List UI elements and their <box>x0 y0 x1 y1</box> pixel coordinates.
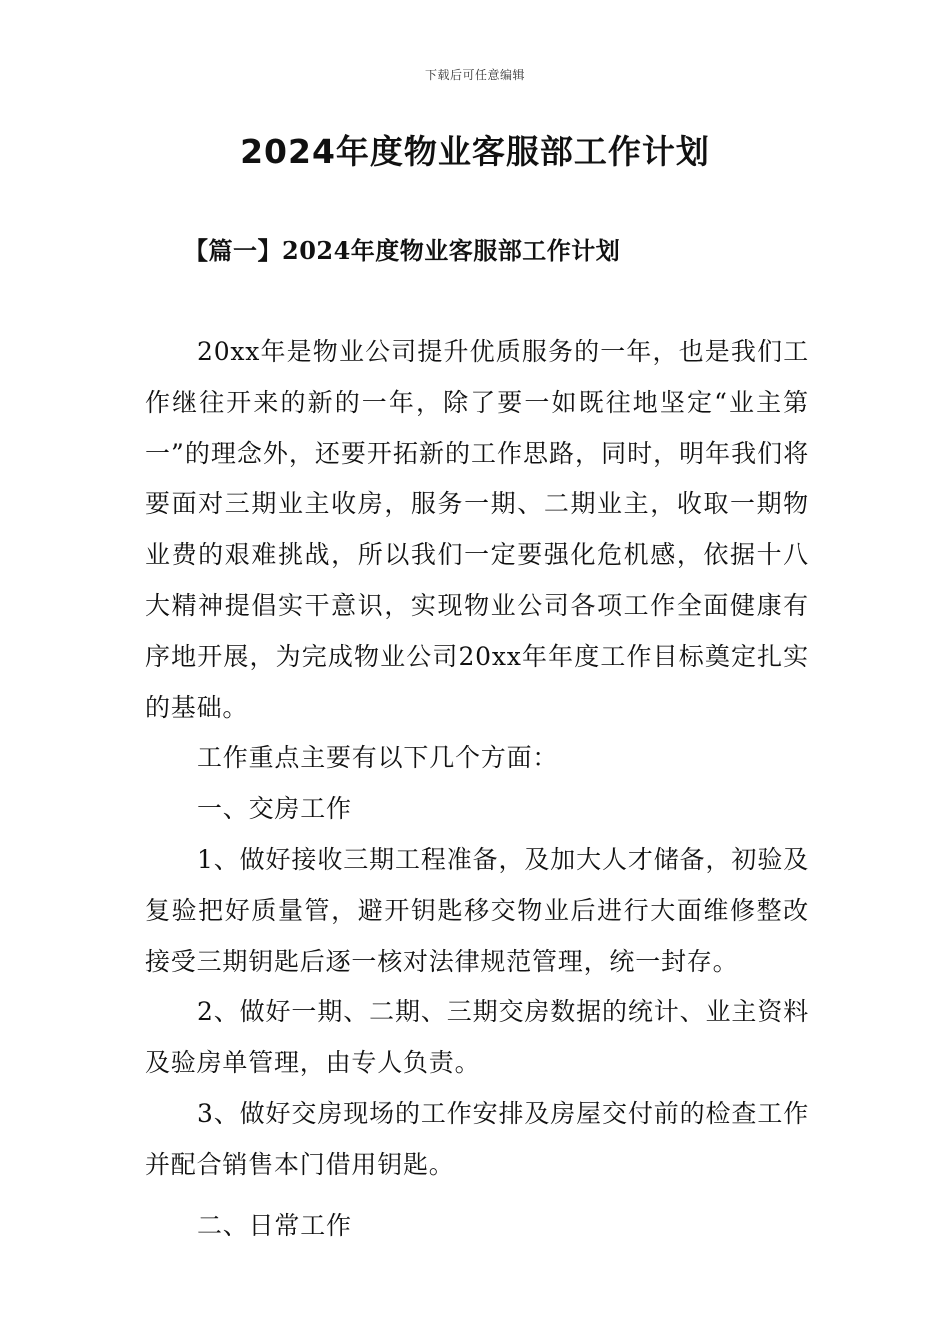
paragraph-item-1: 1、做好接收三期工程准备，及加大人才储备，初验及复验把好质量管，避开钥匙移交物业后进行大面维修整改接受三期钥匙后逐一核对法律规范管理，统一封存。 <box>145 844 809 976</box>
document-body <box>145 327 809 1251</box>
paragraph-intro: 20xx年是物业公司提升优质服务的一年，也是我们工作继往开来的新的一年，除了要一如既往地坚定“业主第一”的理念外，还要开拓新的工作思路，同时，明年我们将要面对三期业主收房，服务一期、二期业主，收取一期物业费的艰难挑战，所以我们一定要强化危机感，依据十八大精神提倡实干意识，实现物业公司各项工作全面健康有序地开展，为完成物业公司20xx年年度工作目标奠定扎实的基础。 <box>145 337 809 722</box>
paragraph-item-2: 2、做好一期、二期、三期交房数据的统计、业主资料及验房单管理，由专人负责。 <box>145 997 809 1078</box>
paragraph-focus-intro: 工作重点主要有以下几个方面： <box>197 743 559 773</box>
paragraph-item-3: 3、做好交房现场的工作安排及房屋交付前的检查工作并配合销售本门借用钥匙。 <box>145 1098 809 1179</box>
document-title: 2024年度物业客服部工作计划 <box>240 132 710 171</box>
section-heading: 【篇一】2024年度物业客服部工作计划 <box>184 236 621 265</box>
header-note: 下载后可任意编辑 <box>424 68 525 82</box>
heading-daily-work: 二、日常工作 <box>197 1210 352 1240</box>
heading-handover-work: 一、交房工作 <box>197 794 352 824</box>
